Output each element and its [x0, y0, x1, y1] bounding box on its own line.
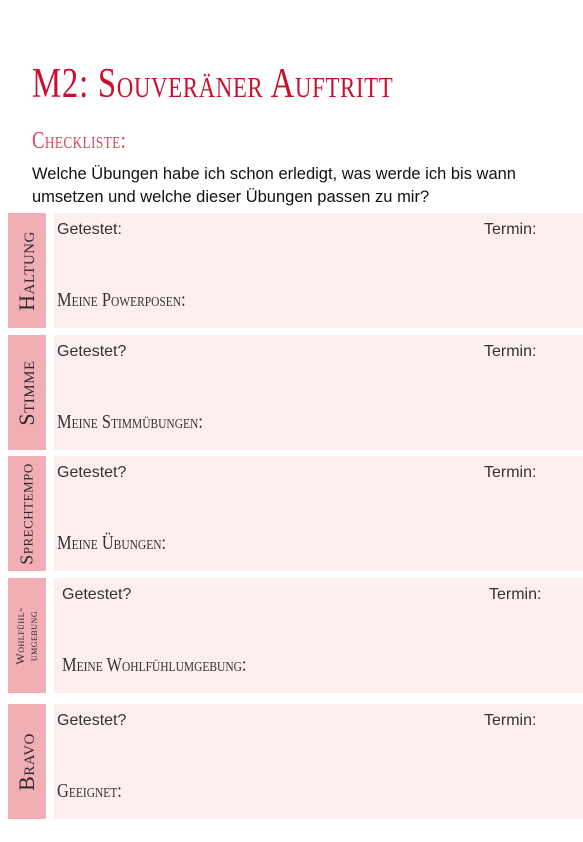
section-tab: [8, 335, 46, 450]
section-tab: [8, 213, 46, 328]
section-panel: [54, 578, 583, 693]
termin-label: Termin:: [484, 712, 537, 729]
section-haltung: [8, 213, 583, 328]
tab-label-line-1: Wohlfühl-: [13, 606, 27, 665]
uebungen-label: Meine Übungen:: [57, 532, 167, 554]
tested-label: Getestet:: [57, 221, 122, 238]
section-stimme: [8, 335, 583, 450]
powerposen-label: Meine Powerposen:: [57, 289, 186, 311]
tab-label-bravo: Bravo: [14, 732, 39, 791]
termin-label: Termin:: [489, 586, 542, 603]
section-tab: [8, 578, 46, 693]
termin-label: Termin:: [484, 343, 537, 360]
tab-label-stimme: Stimme: [14, 359, 39, 426]
termin-label: Termin:: [484, 221, 537, 238]
wohlfuehlumgebung-label: Meine Wohlfühlumgebung:: [62, 654, 247, 676]
stimmuebungen-label: Meine Stimmübungen:: [57, 411, 203, 433]
section-bravo: [8, 704, 583, 819]
tab-label-haltung: Haltung: [14, 230, 39, 311]
tab-label-line-2: umgebung: [26, 610, 40, 661]
checklist-heading: Checkliste:: [32, 128, 127, 154]
section-tab: [8, 456, 46, 571]
section-panel: [54, 335, 583, 450]
tested-label: Getestet?: [57, 343, 127, 360]
tab-label-sprechtempo: Sprechtempo: [16, 462, 37, 565]
section-sprechtempo: [8, 456, 583, 571]
section-wohlfuehlumgebung: [8, 578, 583, 693]
tested-label: Getestet?: [57, 712, 127, 729]
page-title: M2: Souveräner Auftritt: [32, 61, 394, 107]
tab-label-wohlfuehlumgebung: [14, 607, 40, 664]
geeignet-label: Geeignet:: [57, 780, 122, 802]
termin-label: Termin:: [484, 464, 537, 481]
tested-label: Getestet?: [62, 586, 132, 603]
section-panel: [54, 704, 583, 819]
section-panel: [54, 456, 583, 571]
tested-label: Getestet?: [57, 464, 127, 481]
section-panel: [54, 213, 583, 328]
intro-text: Welche Übungen habe ich schon erledigt, was werde ich bis wann umsetzen und welche dieser Übungen passen zu mir?: [32, 165, 516, 206]
section-tab: [8, 704, 46, 819]
